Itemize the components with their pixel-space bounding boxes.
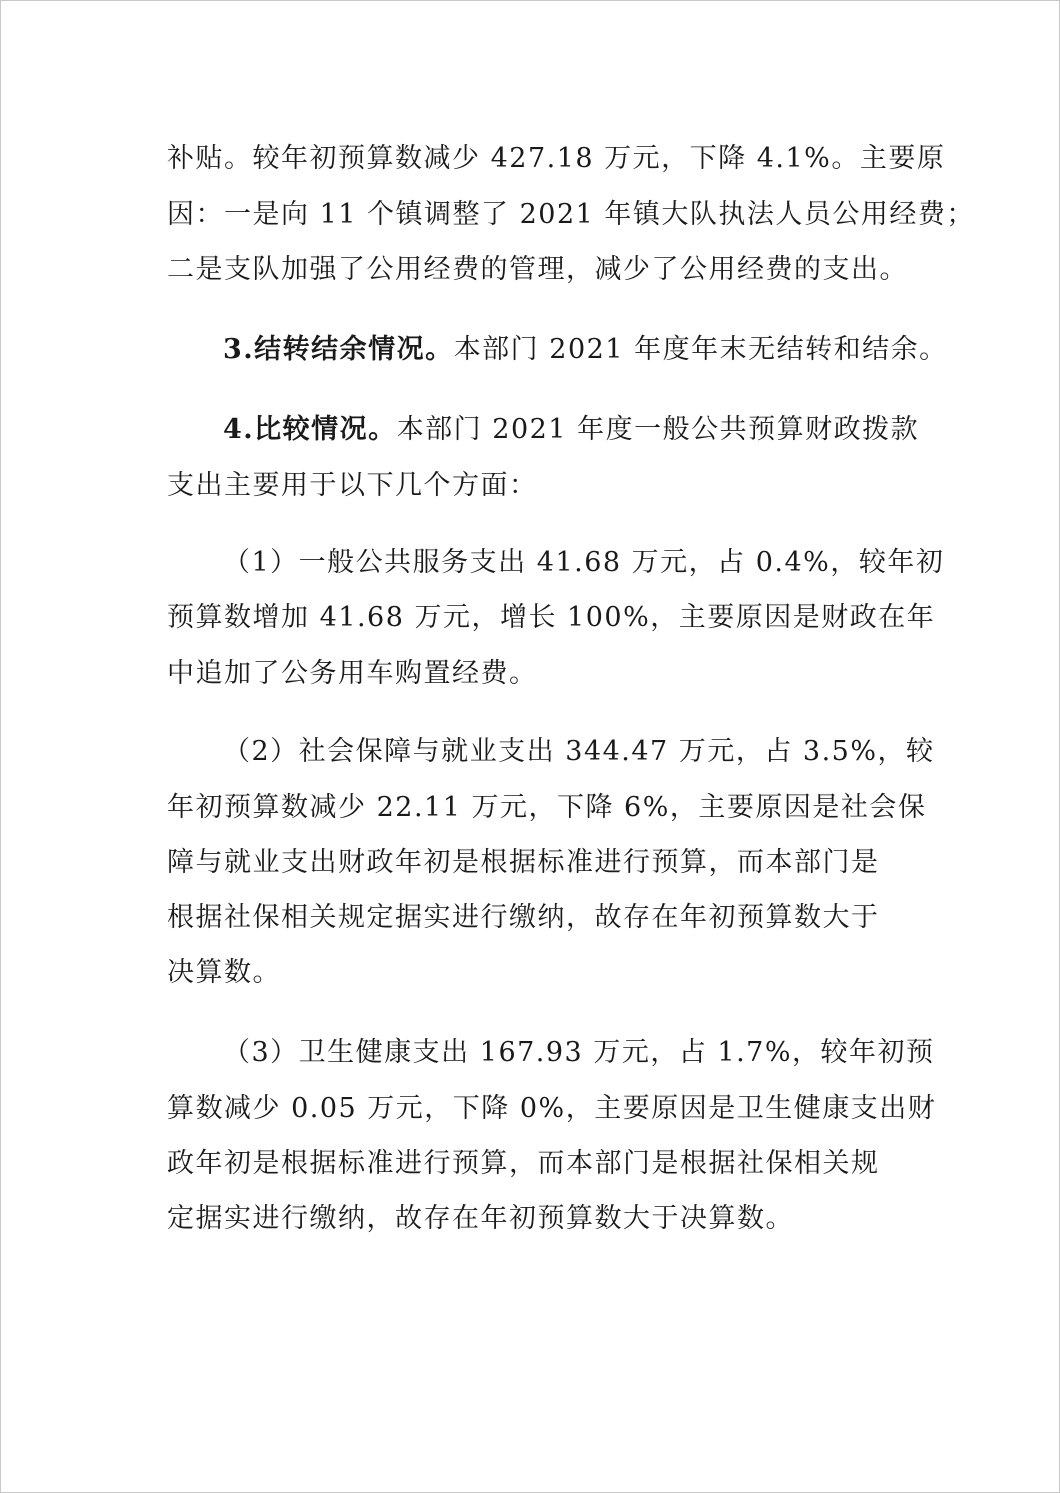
paragraph-3-line-1: [223, 412, 919, 448]
paragraph-1-line-2: 因：一是向 11 个镇调整了 2021 年镇大队执法人员公用经费；: [167, 199, 975, 230]
paragraph-3-line-2: 支出主要用于以下几个方面：: [167, 470, 538, 501]
section-heading-comparison: 4.比较情况。: [223, 414, 397, 445]
paragraph-1-line-1: 补贴。较年初预算数减少 427.18 万元，下降 4.1%。主要原: [167, 143, 946, 174]
section-heading-carryover: 3.结转结余情况。: [223, 334, 454, 365]
paragraph-6-line-4: 定据实进行缴纳，故存在年初预算数大于决算数。: [167, 1203, 794, 1234]
paragraph-1-line-3: 二是支队加强了公用经费的管理，减少了公用经费的支出。: [167, 254, 908, 285]
paragraph-3-text: 本部门 2021 年度一般公共预算财政拨款: [396, 414, 920, 445]
paragraph-6-line-1: （3）卫生健康支出 167.93 万元，占 1.7%，较年初预: [223, 1037, 935, 1068]
paragraph-2-line-1: [223, 332, 948, 368]
paragraph-6-line-2: 算数减少 0.05 万元，下降 0%，主要原因是卫生健康支出财: [167, 1093, 937, 1124]
paragraph-4-line-3: 中追加了公务用车购置经费。: [167, 658, 538, 689]
paragraph-5-line-4: 根据社保相关规定据实进行缴纳，故存在年初预算数大于: [167, 902, 880, 933]
paragraph-4-line-1: （1）一般公共服务支出 41.68 万元，占 0.4%，较年初: [223, 547, 945, 578]
paragraph-2-text: 本部门 2021 年度年末无结转和结余。: [453, 334, 948, 365]
paragraph-4-line-2: 预算数增加 41.68 万元，增长 100%，主要原因是财政在年: [167, 602, 936, 633]
paragraph-6-line-3: 政年初是根据标准进行预算，而本部门是根据社保相关规: [167, 1148, 880, 1179]
paragraph-5-line-1: （2）社会保障与就业支出 344.47 万元，占 3.5%，较: [223, 736, 935, 767]
paragraph-5-line-2: 年初预算数减少 22.11 万元，下降 6%，主要原因是社会保: [167, 792, 927, 823]
paragraph-5-line-3: 障与就业支出财政年初是根据标准进行预算，而本部门是: [167, 847, 880, 878]
paragraph-5-line-5: 决算数。: [167, 957, 281, 988]
